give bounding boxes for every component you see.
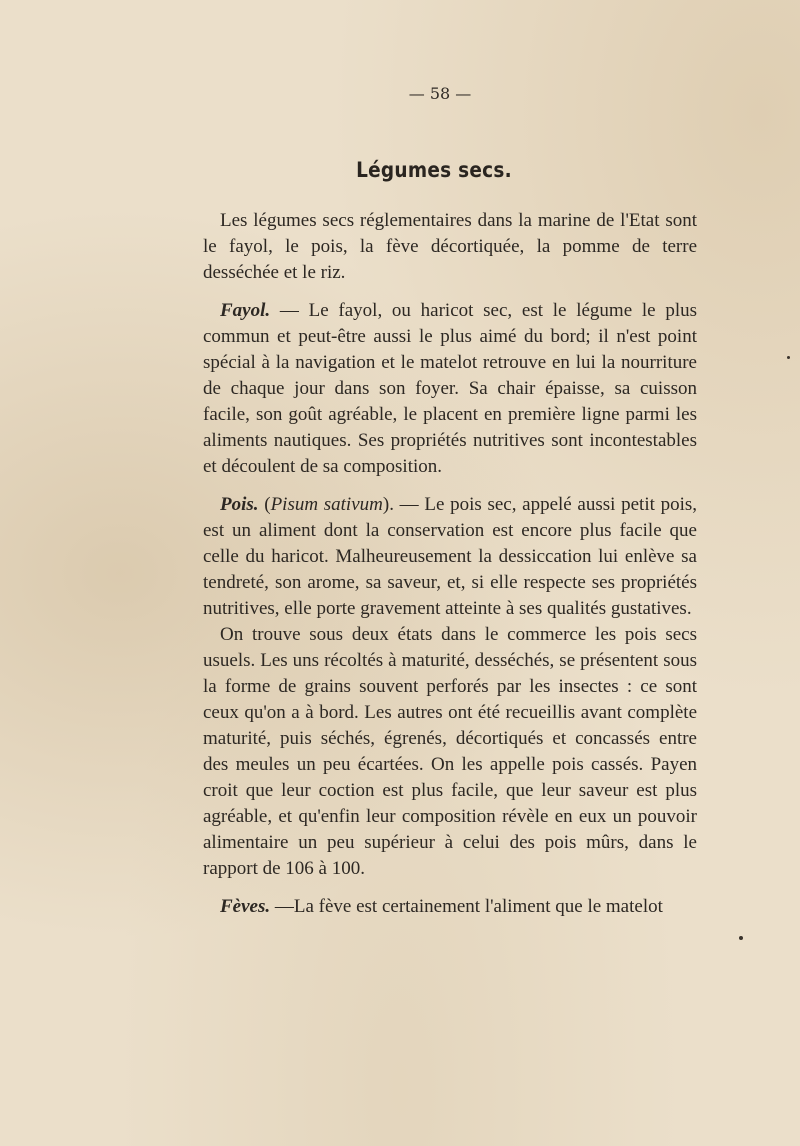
pois-paren-open: (	[258, 494, 271, 515]
pois-text: — Le pois sec, appelé aussi petit pois, est un aliment dont la conservation est encore plus facile que celle du haricot. Malheureusement la dessiccation lui enlève sa tendreté, son arome, sa saveur, et, si elle respecte ses propriétés nutritives, elle porte gravement atteinte à ses qualités gustatives.	[203, 494, 698, 619]
pois-continuation-paragraph: On trouve sous deux états dans le commerce les pois secs usuels. Les uns récoltés à maturité, desséchés, se présentent sous la forme de grains souvent perforés par les insectes : ce sont ceux qu'on a à bord. Les autres ont été recueillis avant complète maturité, puis séchés, égrenés, décortiqués et concassés entre des meules un peu écartées. On les appelle pois cassés. Payen croit que leur coction est plus facile, que leur saveur est plus agréable, et qu'enfin leur composition révèle en eux un pouvoir alimentaire un peu supérieur à celui des pois mûrs, dans le rapport de 106 à 100.	[203, 624, 697, 879]
body-text	[203, 208, 697, 920]
pois-paren-close: ).	[382, 494, 394, 515]
section-title: Légumes secs.	[356, 158, 512, 182]
feves-lead: Fèves.	[220, 896, 271, 917]
page-number: — 58 —	[408, 84, 472, 103]
ink-speck	[787, 356, 790, 359]
intro-paragraph: Les légumes secs réglementaires dans la marine de l'Etat sont le fayol, le pois, la fève décortiquée, la pomme de terre desséchée et le riz.	[203, 210, 697, 283]
pois-paragraph	[203, 492, 697, 622]
feves-paragraph	[203, 894, 697, 920]
feves-text: —La fève est certainement l'aliment que le matelot	[270, 896, 663, 917]
fayol-text: — Le fayol, ou haricot sec, est le légume le plus commun et peut-être aussi le plus aimé du bord; il n'est point spécial à la navigation et le matelot retrouve en lui la nourriture de chaque jour dans son foyer. Sa chair épaisse, sa cuisson facile, son goût agréable, le placent en première ligne parmi les aliments nautiques. Ses propriétés nutritives sont incontestables et découlent de sa composition.	[203, 300, 697, 477]
fayol-lead: Fayol.	[220, 300, 271, 321]
pois-lead: Pois.	[220, 494, 259, 515]
ink-speck	[739, 936, 743, 940]
fayol-paragraph	[203, 298, 697, 480]
pois-scientific-name: Pisum sativum	[270, 494, 383, 515]
